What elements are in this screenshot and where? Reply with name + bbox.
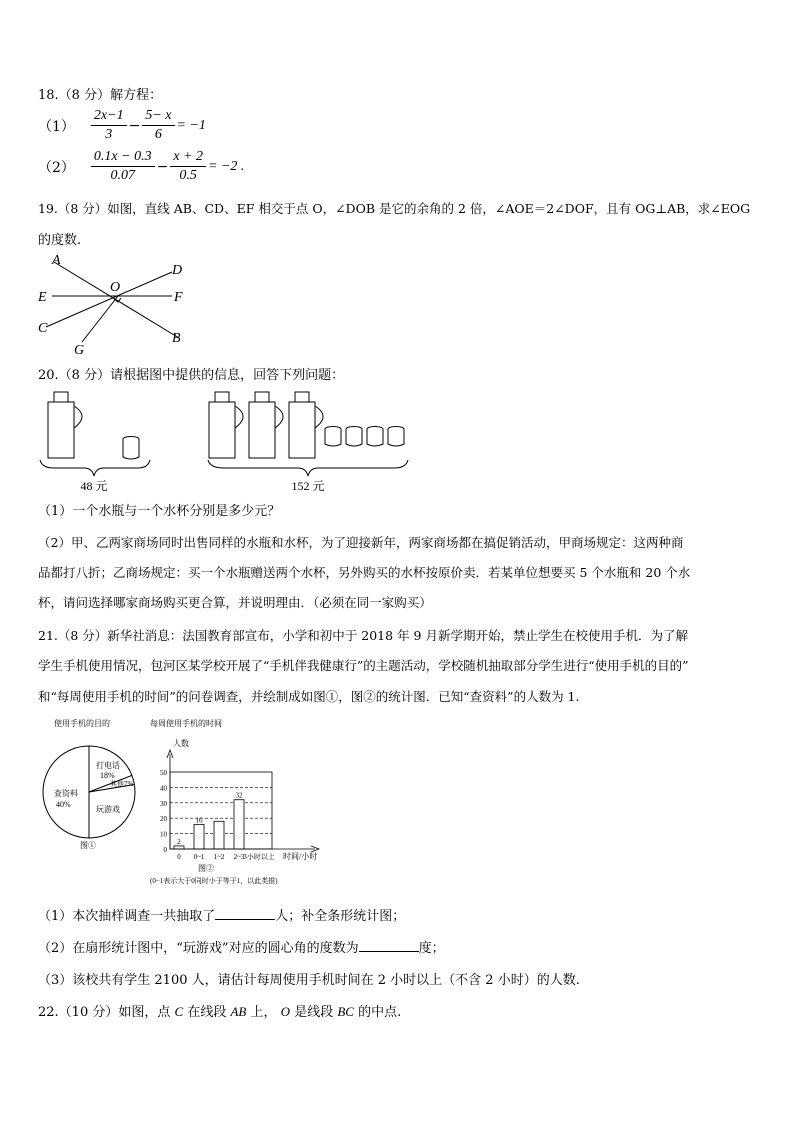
brace-group-2	[208, 460, 408, 476]
bottle-icon	[48, 392, 82, 458]
bottle-icon	[209, 392, 243, 458]
cup-icon	[346, 427, 362, 447]
y-tick-label: 20	[160, 815, 167, 824]
q22-text-part: 在线段	[187, 1005, 227, 1020]
bar-value-label: 16	[195, 816, 203, 825]
bottle-icon	[289, 392, 323, 458]
q21-part1	[38, 905, 405, 924]
q20-part2-line-3: 杯，请问选择哪家商场购买更合算，并说明理由．（必须在同一家购买）	[38, 595, 432, 610]
q20-part2-line-2: 品都打八折；乙商场规定：买一个水瓶赠送两个水杯，另外购买的水杯按原价卖．若某单位想要买 5 个水瓶和 20 个水	[38, 565, 691, 580]
q21-text-line-3: 和“每周使用手机的时间”的问卷调查，并绘制成如图①，图②的统计图．已知“查资料”的人数为 1.	[38, 689, 580, 704]
denominator: 3	[105, 127, 113, 142]
bar	[174, 846, 184, 849]
label-o: O	[110, 280, 121, 295]
q18-part2-label: （2）	[38, 159, 75, 176]
minus-sign: −	[128, 117, 141, 134]
pie-title: 使用手机的目的	[54, 719, 110, 728]
line-cd	[46, 272, 172, 327]
bar-chart-ylabel: 人数	[173, 739, 189, 748]
numerator: x + 2	[170, 148, 206, 167]
bar	[194, 824, 204, 849]
q20-part2-line-1: （2）甲、乙两家商场同时出售同样的水瓶和水杯，为了迎接新年，两家商场都在搞促销活动，甲商场规定：这两种商	[38, 535, 684, 550]
q18-p2-fraction-2	[170, 148, 206, 185]
cup-icon	[388, 427, 404, 447]
bar	[234, 800, 244, 849]
q22-text-part: 的中点.	[358, 1005, 402, 1020]
label-g: G	[74, 343, 85, 358]
q21-text-line-1: 21.（8 分）新华社消息：法国教育部宣布，小学和初中于 2018 年 9 月新学期开始，禁止学生在校使用手机．为了解	[38, 628, 688, 643]
q21-part1-text-after: 人；补全条形统计图；	[275, 909, 406, 924]
label-c: C	[38, 321, 48, 336]
q21-text-line-2: 学生手机使用情况，包河区某学校开展了“手机伴我健康行”的主题活动，学校随机抽取部分学生进行“使用手机的目的”	[38, 658, 689, 673]
numerator: 5− x	[142, 107, 174, 126]
q21-part1-text: （1）本次抽样调查一共抽取了	[38, 909, 216, 924]
bar-value-label: 2	[177, 837, 181, 846]
cup-icon	[123, 437, 139, 460]
label-e: E	[38, 290, 47, 305]
pie-label-other: 其他7%	[110, 780, 134, 788]
minus-sign: −	[156, 158, 169, 175]
bar-chart-title: 每周使用手机的时间	[150, 719, 222, 728]
numerator: 2x−1	[91, 107, 127, 126]
q18-header: 18.（8 分）解方程：	[38, 88, 163, 103]
x-tick-labels	[177, 852, 275, 861]
q21-part2	[38, 937, 445, 956]
brace-group-1	[40, 460, 150, 476]
bar-chart-caption: 图②	[198, 864, 214, 873]
pie-label-search-pct: 40%	[56, 800, 71, 809]
segment-ab: AB	[230, 1004, 247, 1019]
denominator: 0.07	[110, 168, 135, 183]
pie-caption: 图①	[80, 841, 96, 850]
price-label-152: 152 元	[291, 479, 325, 493]
x-tick-label: 0~1	[193, 853, 205, 861]
q18-equation-1	[38, 107, 206, 144]
answer-blank[interactable]	[359, 939, 419, 952]
bars	[174, 792, 244, 849]
segment-bc: BC	[337, 1004, 354, 1019]
y-tick-label: 50	[160, 769, 167, 777]
y-tick-label: 30	[160, 799, 167, 808]
q21-part2-text: （2）在扇形统计图中，“玩游戏”对应的圆心角的度数为	[38, 941, 359, 956]
rhs: = −1	[176, 117, 206, 133]
x-tick-label: 1~2	[213, 853, 225, 861]
point-o: O	[280, 1004, 291, 1019]
q21-part2-text-after: 度；	[418, 941, 445, 956]
q19-text-line-1: 19.（8 分）如图，直线 AB、CD、EF 相交于点 O，∠DOB 是它的余角的 2 倍，∠AOE＝2∠DOF，且有 OG⊥AB，求∠EOG	[38, 201, 751, 216]
y-tick-label: 10	[160, 830, 167, 839]
q18-p1-fraction-1	[91, 107, 127, 144]
q22-text-part: 22.（10 分）如图，点	[38, 1005, 171, 1020]
line-ab	[54, 262, 179, 338]
q22-text-part: 上，	[250, 1005, 277, 1020]
label-b: B	[172, 331, 181, 346]
q20-bottles-cups-figure	[34, 384, 424, 496]
cup-icon	[367, 427, 383, 447]
bar-value-label: 32	[235, 791, 243, 800]
q19-line-figure	[34, 250, 204, 360]
pie-label-call: 打电话	[96, 761, 120, 770]
pie-label-search: 查资料	[54, 789, 78, 798]
cup-icon	[325, 427, 341, 447]
q20-part1: （1）一个水瓶与一个水杯分别是多少元？	[38, 504, 281, 519]
label-d: D	[172, 263, 183, 278]
price-label-48: 48 元	[80, 479, 108, 493]
denominator: 0.5	[179, 168, 197, 183]
q22-text-part: 是线段	[294, 1005, 334, 1020]
bar	[214, 821, 224, 849]
q21-pie-chart	[34, 716, 144, 852]
label-f: F	[174, 290, 183, 305]
pie-label-game: 玩游戏	[96, 805, 120, 814]
denominator: 6	[154, 127, 162, 142]
q18-equation-2	[38, 148, 244, 185]
q20-header: 20.（8 分）请根据图中提供的信息，回答下列问题：	[38, 368, 345, 383]
bar-chart-note: (0−1表示大于0同时小于等于1，以此类推)	[150, 877, 278, 885]
q18-part1-label: （1）	[38, 118, 75, 135]
q21-part3: （3）该校共有学生 2100 人，请估计每周使用手机时间在 2 小时以上（不含 2 小时）的人数.	[38, 973, 580, 988]
x-tick-label: 2~3	[233, 853, 245, 861]
bottle-icon	[249, 392, 283, 458]
answer-blank[interactable]	[215, 907, 275, 920]
y-tick-label: 0	[163, 846, 167, 854]
y-tick-label: 40	[160, 784, 167, 793]
q21-bar-chart	[140, 714, 340, 890]
x-tick-label: 3小时以上	[243, 853, 275, 861]
q22-text	[38, 1001, 401, 1020]
q19-text-line-2: 的度数.	[38, 233, 82, 248]
rhs: = −2 .	[208, 158, 245, 174]
label-a: A	[52, 253, 61, 268]
numerator: 0.1x − 0.3	[91, 148, 155, 167]
q18-p1-fraction-2	[142, 107, 174, 144]
x-tick-label: 0	[177, 853, 181, 861]
point-c: C	[174, 1004, 184, 1019]
pie-label-call-pct: 18%	[100, 771, 115, 780]
q18-p2-fraction-1	[91, 148, 155, 185]
y-tick-labels	[160, 769, 168, 854]
bar-chart-xlabel: 时间/小时	[283, 852, 318, 861]
